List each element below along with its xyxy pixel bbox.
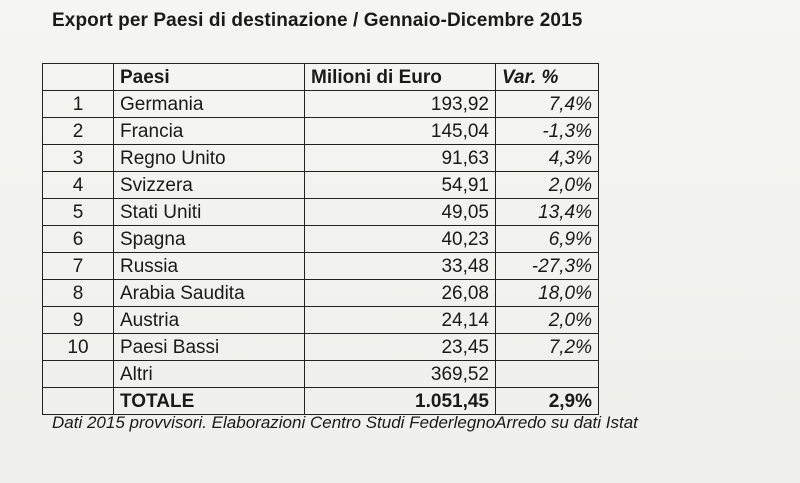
table-row xyxy=(43,334,599,361)
row-country: Francia xyxy=(114,118,305,145)
row-value: 369,52 xyxy=(305,361,496,388)
row-rank: 7 xyxy=(43,253,114,280)
row-value: 26,08 xyxy=(305,280,496,307)
row-variation: -1,3% xyxy=(496,118,599,145)
row-country: Germania xyxy=(114,91,305,118)
row-rank: 8 xyxy=(43,280,114,307)
row-variation: 18,0% xyxy=(496,280,599,307)
row-value: 193,92 xyxy=(305,91,496,118)
total-value: 1.051,45 xyxy=(305,388,496,415)
row-variation xyxy=(496,361,599,388)
row-country: Paesi Bassi xyxy=(114,334,305,361)
row-country: Altri xyxy=(114,361,305,388)
row-country: Arabia Saudita xyxy=(114,280,305,307)
row-rank: 3 xyxy=(43,145,114,172)
row-country: Svizzera xyxy=(114,172,305,199)
row-variation: 6,9% xyxy=(496,226,599,253)
total-variation: 2,9% xyxy=(496,388,599,415)
row-variation: 7,2% xyxy=(496,334,599,361)
table-header-row xyxy=(43,64,599,91)
header-value: Milioni di Euro xyxy=(305,64,496,91)
row-variation: 2,0% xyxy=(496,307,599,334)
row-rank: 6 xyxy=(43,226,114,253)
total-label: TOTALE xyxy=(114,388,305,415)
row-variation: -27,3% xyxy=(496,253,599,280)
table-row xyxy=(43,172,599,199)
table-row xyxy=(43,307,599,334)
table-row xyxy=(43,118,599,145)
row-rank: 2 xyxy=(43,118,114,145)
row-value: 33,48 xyxy=(305,253,496,280)
row-rank: 1 xyxy=(43,91,114,118)
row-variation: 13,4% xyxy=(496,199,599,226)
table-row-others xyxy=(43,361,599,388)
row-value: 49,05 xyxy=(305,199,496,226)
row-rank: 4 xyxy=(43,172,114,199)
table-row xyxy=(43,280,599,307)
row-value: 40,23 xyxy=(305,226,496,253)
header-variation: Var. % xyxy=(496,64,599,91)
table-row xyxy=(43,226,599,253)
row-country: Stati Uniti xyxy=(114,199,305,226)
table-row xyxy=(43,253,599,280)
row-variation: 2,0% xyxy=(496,172,599,199)
header-country: Paesi xyxy=(114,64,305,91)
table-row xyxy=(43,199,599,226)
row-rank: 9 xyxy=(43,307,114,334)
table-row xyxy=(43,91,599,118)
row-rank: 10 xyxy=(43,334,114,361)
row-rank xyxy=(43,361,114,388)
row-value: 54,91 xyxy=(305,172,496,199)
row-variation: 7,4% xyxy=(496,91,599,118)
row-country: Russia xyxy=(114,253,305,280)
total-rank xyxy=(43,388,114,415)
row-value: 91,63 xyxy=(305,145,496,172)
row-value: 145,04 xyxy=(305,118,496,145)
table-row xyxy=(43,145,599,172)
source-note: Dati 2015 provvisori. Elaborazioni Centro Studi FederlegnoArredo su dati Istat xyxy=(52,413,638,432)
row-rank: 5 xyxy=(43,199,114,226)
row-value: 24,14 xyxy=(305,307,496,334)
row-variation: 4,3% xyxy=(496,145,599,172)
header-rank xyxy=(43,64,114,91)
row-value: 23,45 xyxy=(305,334,496,361)
row-country: Spagna xyxy=(114,226,305,253)
export-table xyxy=(42,63,599,415)
row-country: Regno Unito xyxy=(114,145,305,172)
document-title: Export per Paesi di destinazione / Gennaio-Dicembre 2015 xyxy=(52,10,583,31)
table-row-total xyxy=(43,388,599,415)
row-country: Austria xyxy=(114,307,305,334)
